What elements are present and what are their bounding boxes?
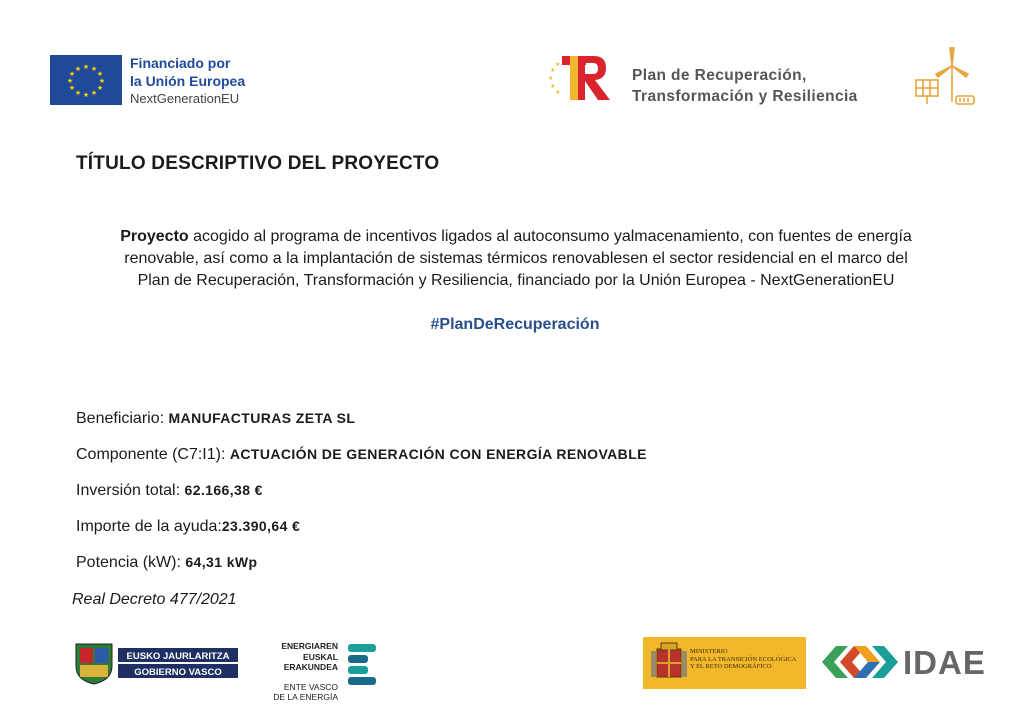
field-importe — [76, 518, 300, 536]
ente-line-4: DE LA ENERGÍA — [273, 692, 338, 702]
inversion-value: 62.166,38 € — [184, 482, 263, 498]
svg-text:★: ★ — [98, 77, 106, 85]
componente-value: ACTUACIÓN DE GENERACIÓN CON ENERGÍA RENOVABLE — [229, 446, 647, 462]
eu-line-3: NextGenerationEU — [130, 91, 240, 106]
eu-funding-label — [130, 54, 245, 108]
potencia-label: Potencia (kW): — [76, 554, 181, 571]
componente-label: Componente (C7:I1): — [76, 446, 226, 463]
ministerio-line-1: MINISTERIO — [690, 648, 728, 655]
project-description — [76, 226, 956, 292]
svg-text:★: ★ — [550, 67, 556, 74]
description-line-3: Plan de Recuperación, Transformación y Resiliencia, financiado por la Unión Europea - NextGenerationEU — [137, 272, 895, 289]
svg-text:★: ★ — [74, 89, 82, 97]
svg-text:★: ★ — [555, 89, 561, 96]
field-potencia — [76, 554, 257, 572]
svg-text:★: ★ — [96, 84, 104, 92]
description-line-1: acogido al programa de incentivos ligados al autoconsumo yalmacenamiento, con fuentes de energía — [188, 228, 912, 245]
svg-text:★: ★ — [550, 83, 556, 90]
gv-line-2: GOBIERNO VASCO — [134, 667, 222, 678]
ministerio-line-3: Y EL RETO DEMOGRÁFICO — [690, 663, 772, 670]
svg-text:★: ★ — [68, 70, 76, 78]
field-inversion — [76, 482, 263, 500]
ente-line-2: EUSKAL ERAKUNDEA — [283, 651, 338, 672]
project-title: TÍTULO DESCRIPTIVO DEL PROYECTO — [76, 153, 440, 174]
svg-text:★: ★ — [90, 89, 98, 97]
prtr-line-1: Plan de Recuperación, — [632, 67, 807, 84]
ministerio-line-2: PARA LA TRANSICIÓN ECOLÓGICA — [690, 655, 797, 663]
eu-line-1: Financiado por — [130, 55, 231, 71]
svg-text:★: ★ — [548, 75, 554, 82]
svg-text:★: ★ — [555, 61, 561, 68]
beneficiario-label: Beneficiario: — [76, 410, 165, 427]
idae-logo-icon — [820, 634, 900, 690]
gobierno-vasco-logo — [72, 640, 242, 686]
beneficiario-value: MANUFACTURAS ZETA SL — [168, 410, 356, 426]
prtr-line-2: Transformación y Resiliencia — [632, 88, 858, 105]
prtr-logo-icon — [548, 52, 614, 104]
field-componente — [76, 446, 647, 464]
ente-vasco-label — [248, 641, 338, 703]
svg-text:★: ★ — [90, 65, 98, 73]
svg-text:★: ★ — [82, 63, 90, 71]
ente-line-1: ENERGIAREN — [281, 641, 338, 651]
field-beneficiario — [76, 410, 355, 428]
wind-solar-battery-icon — [912, 44, 978, 110]
prtr-label — [632, 65, 858, 107]
description-line-2: renovable, así como a la implantación de sistemas térmicos renovablesen el sector residencial en el marco del — [124, 250, 908, 267]
ente-line-3: ENTE VASCO — [283, 681, 338, 692]
svg-text:★: ★ — [66, 77, 74, 85]
eu-line-2: la Unión Europea — [130, 73, 246, 89]
inversion-label: Inversión total: — [76, 482, 181, 499]
importe-label: Importe de la ayuda: — [76, 518, 222, 535]
svg-text:★: ★ — [96, 70, 104, 78]
hashtag: #PlanDeRecuperación — [430, 316, 600, 333]
ente-vasco-mark-icon — [344, 642, 380, 688]
importe-value: 23.390,64 € — [221, 518, 301, 534]
svg-text:★: ★ — [68, 84, 76, 92]
ministerio-label — [690, 648, 796, 671]
idae-wordmark: IDAE — [903, 644, 986, 681]
description-lead: Proyecto — [120, 228, 189, 245]
decree-reference: Real Decreto 477/2021 — [72, 591, 237, 608]
eu-flag-icon — [50, 55, 122, 105]
potencia-value: 64,31 kWp — [185, 554, 258, 570]
gv-line-1: EUSKO JAURLARITZA — [126, 651, 230, 662]
svg-text:★: ★ — [82, 91, 90, 99]
svg-text:★: ★ — [74, 65, 82, 73]
